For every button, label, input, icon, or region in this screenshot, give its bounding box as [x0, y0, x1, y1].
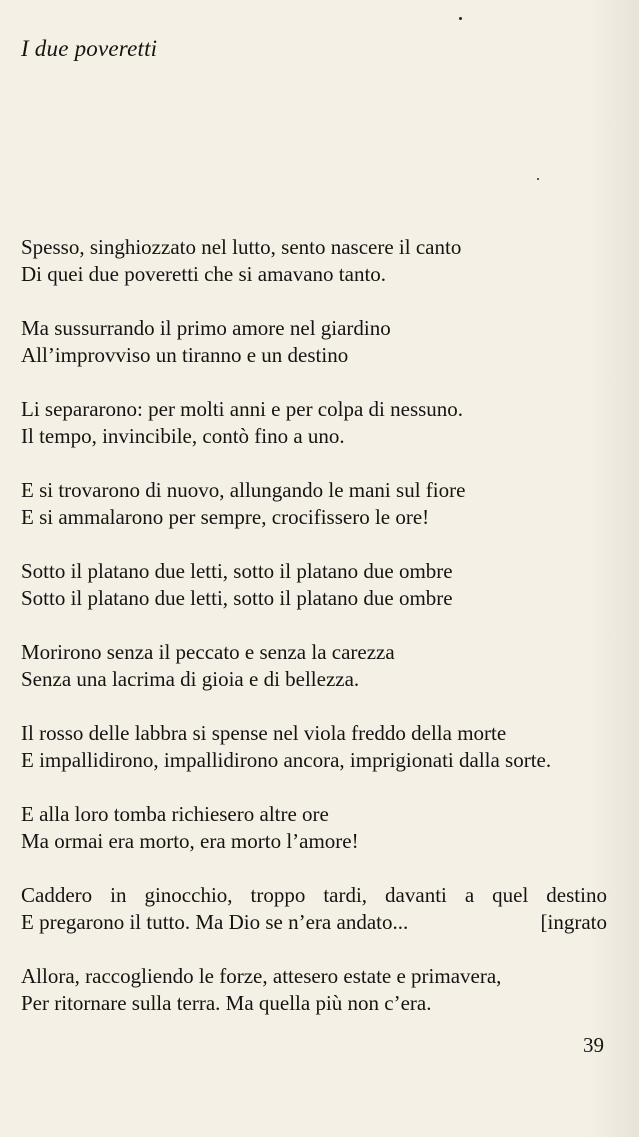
stanza-2	[21, 315, 611, 369]
page-number: 39	[583, 1033, 604, 1057]
poem-line: Ma sussurrando il primo amore nel giardino	[21, 316, 391, 340]
poem-word: Caddero	[21, 883, 93, 907]
poem-line: Allora, raccogliendo le forze, attesero estate e primavera,	[21, 964, 502, 988]
poem-word: troppo	[250, 883, 306, 907]
poem-line: Senza una lacrima di gioia e di bellezza.	[21, 667, 360, 691]
poem-line-with-carryover	[21, 909, 607, 936]
poem-line: Il tempo, invincibile, contò fino a uno.	[21, 424, 345, 448]
stanza-6	[21, 639, 611, 693]
poem-line: Spesso, singhiozzato nel lutto, sento nascere il canto	[21, 235, 462, 259]
poem-body	[21, 234, 611, 1044]
poem-title: I due poveretti	[21, 36, 158, 61]
stanza-5	[21, 558, 611, 612]
poem-line: Sotto il platano due letti, sotto il platano due ombre	[21, 559, 453, 583]
stanza-1	[21, 234, 611, 288]
print-speck	[537, 178, 539, 180]
poem-word: in	[110, 883, 127, 907]
poem-line: Li separarono: per molti anni e per colpa di nessuno.	[21, 397, 464, 421]
poem-line: Ma ormai era morto, era morto l’amore!	[21, 829, 359, 853]
poem-word: quel	[492, 883, 529, 907]
poem-line: All’improvviso un tiranno e un destino	[21, 343, 349, 367]
poem-line: E impallidirono, impallidirono ancora, imprigionati dalla sorte.	[21, 748, 552, 772]
stanza-4	[21, 477, 611, 531]
poem-line: E si trovarono di nuovo, allungando le mani sul fiore	[21, 478, 466, 502]
poem-line: Morirono senza il peccato e senza la carezza	[21, 640, 395, 664]
poem-line: E si ammalarono per sempre, crocifissero le ore!	[21, 505, 430, 529]
stanza-7	[21, 720, 611, 774]
poem-word: tardi,	[323, 883, 368, 907]
print-speck	[459, 17, 462, 20]
stanza-10	[21, 963, 611, 1017]
poem-line: E alla loro tomba richiesero altre ore	[21, 802, 329, 826]
poem-line: Di quei due poveretti che si amavano tanto.	[21, 262, 387, 286]
stanza-3	[21, 396, 611, 450]
stanza-9	[21, 882, 611, 936]
poem-word: destino	[546, 883, 607, 907]
stanza-8	[21, 801, 611, 855]
poem-word: davanti	[385, 883, 447, 907]
poem-line: Per ritornare sulla terra. Ma quella più non c’era.	[21, 991, 432, 1015]
poem-word: a	[464, 883, 475, 907]
poem-word: ginocchio,	[144, 883, 233, 907]
poem-line: Sotto il platano due letti, sotto il platano due ombre	[21, 586, 453, 610]
poem-line: Il rosso delle labbra si spense nel viola freddo della morte	[21, 721, 507, 745]
poem-line-main: E pregarono il tutto. Ma Dio se n’era andato...	[21, 910, 409, 934]
poem-line-justified	[21, 882, 607, 909]
poem-line-carryover: [ingrato	[540, 910, 607, 934]
